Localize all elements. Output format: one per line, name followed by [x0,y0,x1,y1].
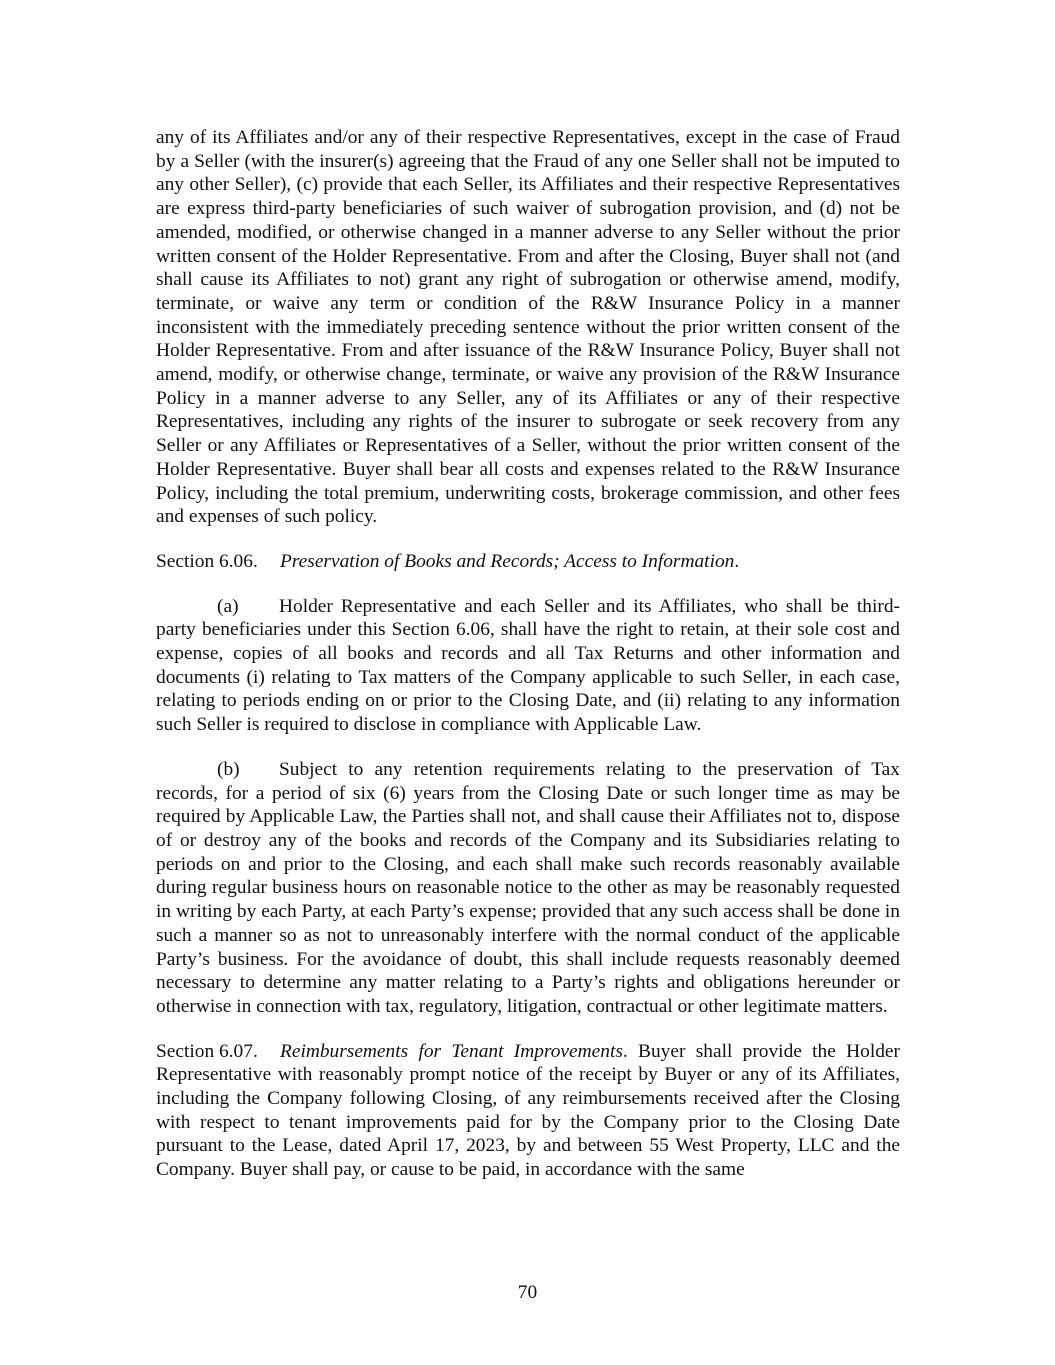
section-title-period: . [622,1040,628,1062]
continuation-paragraph: any of its Affiliates and/or any of their respective Representatives, except in the case of Fraud by a Seller (with the insurer(s) agreeing that the Fraud of any one Seller shall not be imputed to any other Seller), (c) provide that each Seller, its Affiliates and their respective Representatives are express third-party beneficiaries of such waiver of subrogation provision, and (d) not be amended, modified, or otherwise changed in a manner adverse to any Seller without the prior written consent of the Holder Representative. From and after the Closing, Buyer shall not (and shall cause its Affiliates to not) grant any right of subrogation or otherwise amend, modify, terminate, or waive any term or condition of the R&W Insurance Policy in a manner inconsistent with the immediately preceding sentence without the prior written consent of the Holder Representative. From and after issuance of the R&W Insurance Policy, Buyer shall not amend, modify, or otherwise change, terminate, or waive any provision of the R&W Insurance Policy in a manner adverse to any Seller, any of its Affiliates or any of their respective Representatives, including any rights of the insurer to subrogate or seek recovery from any Seller or any Affiliates or Representatives of a Seller, without the prior written consent of the Holder Representative. Buyer shall bear all costs and expenses related to the R&W Insurance Policy, including the total premium, underwriting costs, brokerage commission, and other fees and expenses of such policy. [156,127,900,528]
document-page [156,126,900,1182]
paragraph-b [156,758,900,1019]
paragraph-a [156,595,900,737]
section-6-07-paragraph [156,1040,900,1182]
section-title: Reimbursements for Tenant Improvements [280,1040,623,1062]
section-title: Preservation of Books and Records; Access to Information [280,550,735,572]
page-number: 70 [517,1282,538,1303]
paragraph-label: (b) [217,758,240,780]
section-number: Section 6.06. [156,550,258,572]
section-title-period: . [734,550,740,572]
paragraph-label: (a) [217,595,239,617]
paragraph-text: Subject to any retention requirements relating to the preservation of Tax records, for a period of six (6) years from the Closing Date or such longer time as may be required by Applicable Law, the Parties shall not, and shall cause their Affiliates not to, dispose of or destroy any of the books and records of the Company and its Subsidiaries relating to periods on and prior to the Closing, and each shall make such records reasonably available during regular business hours on reasonable notice to the other as may be reasonably requested in writing by each Party, at each Party’s expense; provided that any such access shall be done in such a manner so as not to unreasonably interfere with the normal conduct of the applicable Party’s business. For the avoidance of doubt, this shall include requests reasonably deemed necessary to determine any matter relating to a Party’s rights and obligations hereunder or otherwise in connection with tax, regulatory, litigation, contractual or other legitimate matters. [156,758,900,1017]
section-text: Buyer shall provide the Holder Representative with reasonably prompt notice of the receipt by Buyer or any of its Affiliates, including the Company following Closing, of any reimbursements received after the Closing with respect to tenant improvements paid for by the Company prior to the Closing Date pursuant to the Lease, dated April 17, 2023, by and between 55 West Property, LLC and the Company. Buyer shall pay, or cause to be paid, in accordance with the same [156,1040,900,1181]
paragraph-text: Holder Representative and each Seller and its Affiliates, who shall be third-party beneficiaries under this Section 6.06, shall have the right to retain, at their sole cost and expense, copies of all books and records and all Tax Returns and other information and documents (i) relating to Tax matters of the Company applicable to such Seller, in each case, relating to periods ending on or prior to the Closing Date, and (ii) relating to any information such Seller is required to disclose in compliance with Applicable Law. [156,595,900,736]
section-6-06-heading [156,550,900,574]
section-number: Section 6.07. [156,1040,258,1062]
